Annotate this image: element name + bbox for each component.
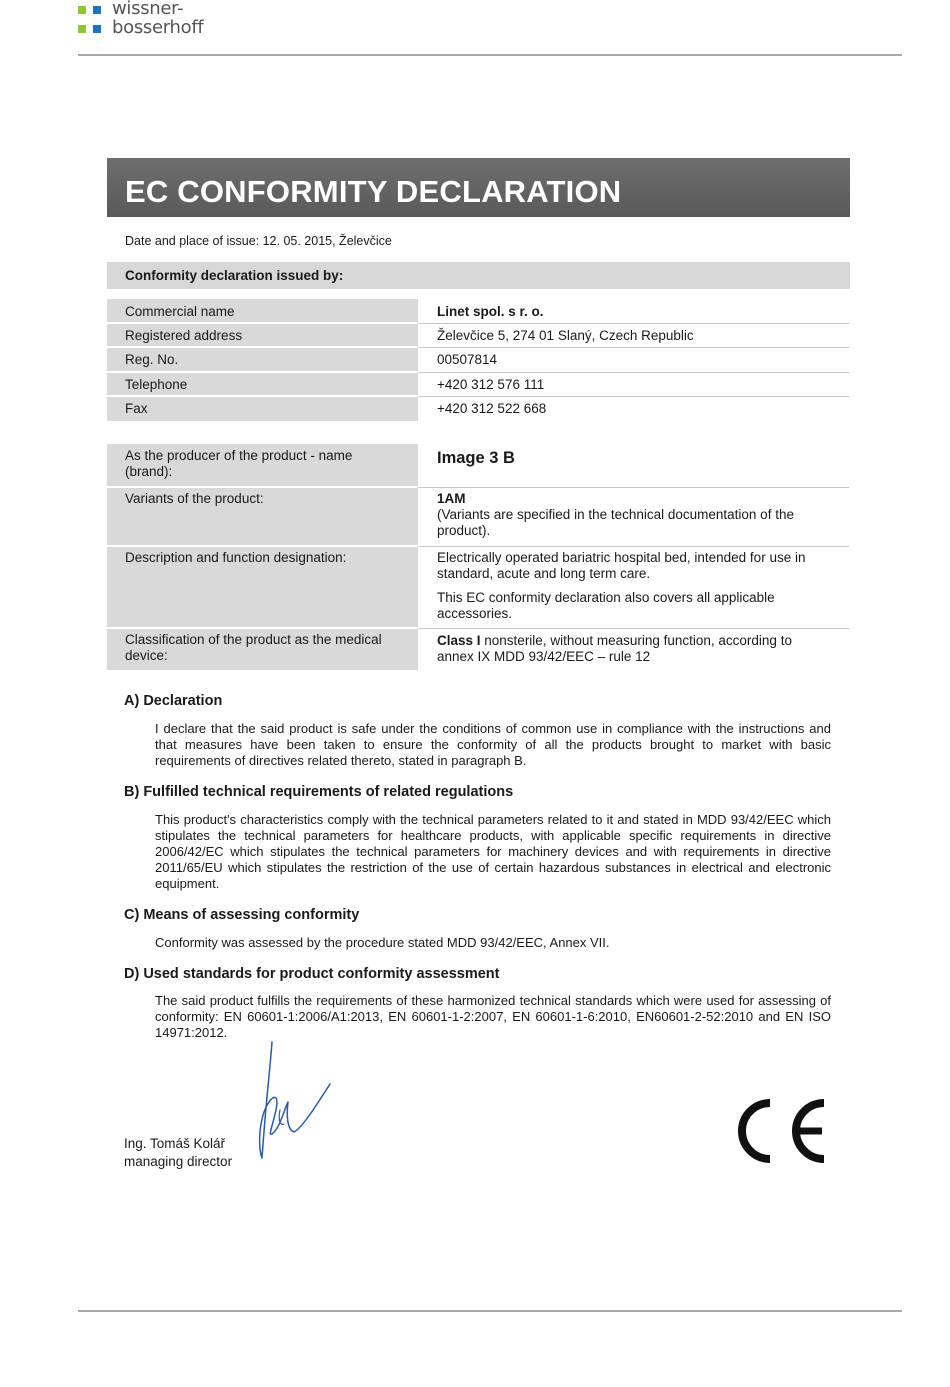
issuer-heading-band (107, 262, 850, 289)
section-c-heading: C) Means of assessing conformity (124, 907, 360, 923)
page-title: EC CONFORMITY DECLARATION (125, 174, 622, 209)
row-separator (107, 486, 418, 488)
row-line (418, 628, 849, 629)
section-a-heading: A) Declaration (124, 693, 223, 709)
product-class-value (437, 633, 832, 665)
issuer-heading: Conformity declaration issued by: (125, 268, 344, 283)
row-line (418, 347, 849, 348)
row-line (418, 487, 849, 488)
section-d-heading: D) Used standards for product conformity assessment (124, 966, 500, 982)
product-class-text: nonsterile, without measuring function, according to annex IX MDD 93/42/EEC – rule 12 (437, 633, 792, 664)
signatory-block (124, 1135, 232, 1171)
issue-line (125, 234, 392, 248)
section-c-text: Conformity was assessed by the procedure stated MDD 93/42/EEC, Annex VII. (155, 935, 610, 950)
row-separator (107, 545, 418, 547)
issue-value: 12. 05. 2015, Želevčice (262, 234, 392, 248)
section-a-text: I declare that the said product is safe under the conditions of common use in compliance with the instructions and that measures have been taken to ensure the conformity of all the products brought to market with basic requirements of directives related thereto, stated in paragraph B. (155, 721, 831, 768)
logo-square-blue-icon (93, 25, 101, 33)
row-line (418, 372, 849, 373)
product-description-value-2: This EC conformity declaration also covers all applicable accessories. (437, 590, 775, 621)
row-line (418, 546, 849, 547)
row-line (418, 323, 849, 324)
product-class-bold: Class I (437, 633, 481, 648)
signatory-role: managing director (124, 1154, 233, 1169)
title-band (107, 158, 850, 217)
section-d-text: The said product fulfills the requirements of these harmonized technical standards which were used for assessing of conformity: EN 60601-1:2006/A1:2013, EN 60601-1-2:2007, EN 60601-1-6:2010, EN60601-2-52:2010 and EN ISO 14971:2012. (155, 993, 831, 1040)
issuer-value-address: Želevčice 5, 274 01 Slaný, Czech Republic (437, 328, 694, 343)
issuer-label-column (107, 299, 418, 421)
logo-square-green-icon (78, 25, 86, 33)
section-b-heading: B) Fulfilled technical requirements of related regulations (124, 784, 514, 800)
issuer-value-commercial-name: Linet spol. s r. o. (437, 304, 544, 319)
handwritten-signature (250, 1040, 340, 1165)
row-line (418, 396, 849, 397)
issuer-label-reg-no: Reg. No. (125, 352, 179, 367)
issue-label: Date and place of issue: (125, 234, 260, 248)
row-separator (107, 346, 418, 348)
ce-mark-icon (730, 1095, 830, 1167)
logo-text-line2: bosserhoff (112, 17, 204, 38)
product-description-value-1: Electrically operated bariatric hospital bed, intended for use in standard, acute and long term care. (437, 550, 806, 581)
logo-text-line1: wissner- (112, 0, 184, 19)
issuer-label-fax: Fax (125, 401, 148, 416)
product-variants-bold: 1AM (437, 491, 466, 506)
issuer-value-reg-no: 00507814 (437, 352, 498, 367)
issuer-value-fax: +420 312 522 668 (437, 401, 547, 416)
logo-square-blue-icon (93, 6, 101, 14)
issuer-label-address: Registered address (125, 328, 243, 343)
product-label-variants: Variants of the product: (125, 491, 264, 506)
issuer-value-telephone: +420 312 576 111 (437, 377, 545, 392)
issuer-label-telephone: Telephone (125, 377, 188, 392)
product-label-column (107, 444, 418, 670)
row-separator (107, 395, 418, 397)
footer-divider (78, 1310, 902, 1312)
header-divider (78, 54, 902, 56)
product-label-description: Description and function designation: (125, 550, 347, 565)
issuer-label-commercial-name: Commercial name (125, 304, 235, 319)
product-variants-value: (Variants are specified in the technical documentation of the product). (437, 507, 794, 538)
logo-square-green-icon (78, 6, 86, 14)
row-separator (107, 627, 418, 629)
row-separator (107, 371, 418, 373)
row-separator (107, 322, 418, 324)
product-label-name: As the producer of the product - name (brand): (125, 448, 353, 479)
product-label-classification: Classification of the product as the medical device: (125, 632, 382, 663)
signatory-name: Ing. Tomáš Kolář (124, 1136, 226, 1151)
section-b-text: This product's characteristics comply with the technical parameters related to it and stated in MDD 93/42/EEC which stipulates the technical parameters for healthcare products, with applicable specific requirements in directive 2006/42/EC which stipulates the technical parameters for machinery devices and with requirements in directive 2011/65/EU which stipulates the restriction of the use of certain hazardous substances in electrical and electronic equipment. (155, 812, 831, 891)
product-name-value: Image 3 B (437, 449, 515, 467)
